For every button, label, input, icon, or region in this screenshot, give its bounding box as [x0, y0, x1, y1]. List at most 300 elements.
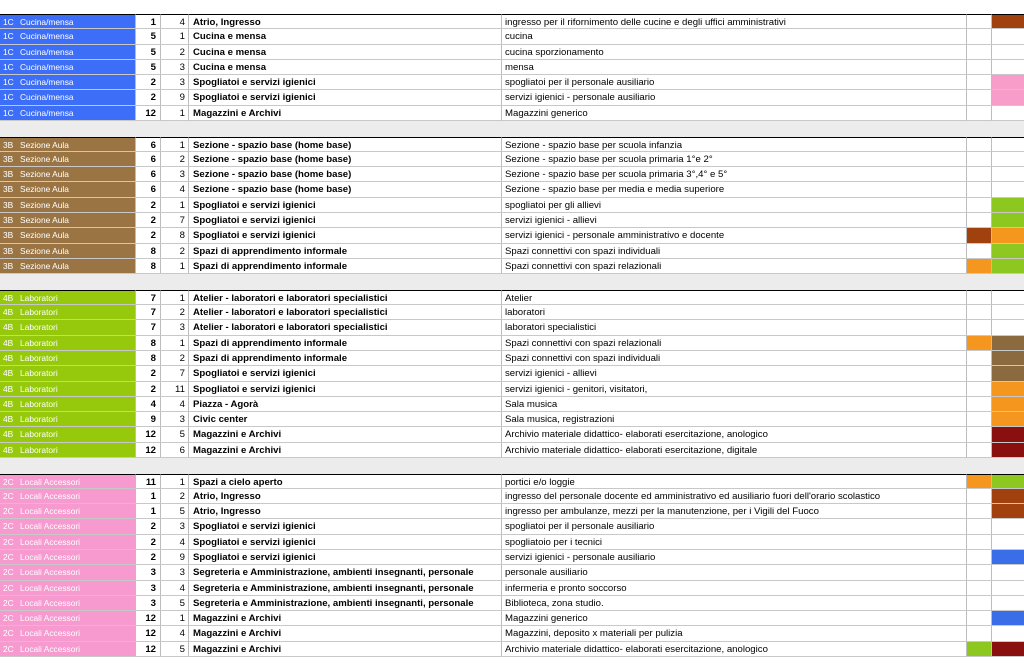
color-swatch-cell[interactable] [992, 519, 1024, 534]
space-name-cell[interactable]: Spogliatoi e servizi igienici [189, 90, 502, 105]
space-name-cell[interactable]: Sezione - spazio base (home base) [189, 167, 502, 182]
sub-number-cell[interactable]: 1 [161, 259, 189, 274]
color-swatch-cell[interactable] [992, 535, 1024, 550]
color-swatch-cell[interactable] [967, 611, 992, 626]
sub-number-cell[interactable]: 5 [161, 596, 189, 611]
description-cell[interactable]: cucina [502, 29, 967, 44]
category-number-cell[interactable]: 7 [136, 305, 161, 320]
space-name-cell[interactable]: Spazi di apprendimento informale [189, 259, 502, 274]
color-swatch-cell[interactable] [967, 213, 992, 228]
sub-number-cell[interactable]: 5 [161, 642, 189, 657]
description-cell[interactable]: Spazi connettivi con spazi relazionali [502, 259, 967, 274]
description-cell[interactable]: spogliatoi per il personale ausiliario [502, 519, 967, 534]
description-cell[interactable]: ingresso per ambulanze, mezzi per la manutenzione, per i Vigili del Fuoco [502, 504, 967, 519]
space-name-cell[interactable]: Magazzini e Archivi [189, 626, 502, 641]
sub-number-cell[interactable]: 1 [161, 198, 189, 213]
description-cell[interactable]: Archivio materiale didattico- elaborati esercitazione, anologico [502, 642, 967, 657]
category-number-cell[interactable]: 9 [136, 412, 161, 427]
zone-code: 1C [3, 77, 14, 88]
sub-number-cell[interactable]: 4 [161, 14, 189, 29]
category-number-cell[interactable]: 6 [136, 167, 161, 182]
description-cell[interactable]: laboratori specialistici [502, 320, 967, 335]
area-label: Laboratori [20, 307, 58, 318]
zone-cell[interactable] [0, 259, 136, 274]
zone-cell[interactable] [0, 535, 136, 550]
space-name-cell[interactable]: Cucina e mensa [189, 45, 502, 60]
description-cell[interactable]: personale ausiliario [502, 565, 967, 580]
space-name-cell[interactable]: Magazzini e Archivi [189, 443, 502, 458]
description-cell[interactable]: servizi igienici - allievi [502, 366, 967, 381]
description-cell[interactable]: Archivio materiale didattico- elaborati esercitazione, digitale [502, 443, 967, 458]
color-swatch-cell[interactable] [992, 596, 1024, 611]
zone-cell[interactable] [0, 167, 136, 182]
zone-cell[interactable] [0, 60, 136, 75]
zone-cell[interactable] [0, 106, 136, 121]
space-name-cell[interactable]: Spogliatoi e servizi igienici [189, 519, 502, 534]
zone-cell[interactable] [0, 228, 136, 243]
zone-cell[interactable] [0, 14, 136, 29]
zone-cell[interactable] [0, 642, 136, 657]
space-name-cell[interactable]: Magazzini e Archivi [189, 611, 502, 626]
color-swatch-cell[interactable] [967, 259, 992, 274]
zone-code: 2C [3, 628, 14, 639]
color-swatch-cell[interactable] [992, 198, 1024, 213]
category-number-cell[interactable]: 12 [136, 642, 161, 657]
area-label: Laboratori [20, 414, 58, 425]
space-name-cell[interactable]: Spazi a cielo aperto [189, 474, 502, 489]
space-name-cell[interactable]: Spazi di apprendimento informale [189, 336, 502, 351]
category-number-cell[interactable]: 3 [136, 565, 161, 580]
zone-cell[interactable] [0, 489, 136, 504]
color-swatch-cell[interactable] [992, 167, 1024, 182]
category-number-cell[interactable]: 2 [136, 75, 161, 90]
description-cell[interactable]: laboratori [502, 305, 967, 320]
zone-cell[interactable] [0, 596, 136, 611]
category-number-cell[interactable]: 12 [136, 106, 161, 121]
color-swatch-cell[interactable] [992, 90, 1024, 105]
description-cell[interactable]: Sala musica, registrazioni [502, 412, 967, 427]
sub-number-cell[interactable]: 2 [161, 152, 189, 167]
color-swatch-cell[interactable] [992, 152, 1024, 167]
space-name-cell[interactable]: Cucina e mensa [189, 60, 502, 75]
description-cell[interactable]: Archivio materiale didattico- elaborati esercitazione, anologico [502, 427, 967, 442]
category-number-cell[interactable]: 8 [136, 259, 161, 274]
color-swatch-cell[interactable] [992, 626, 1024, 641]
description-cell[interactable]: Magazzini generico [502, 611, 967, 626]
category-number-cell[interactable]: 12 [136, 626, 161, 641]
space-name-cell[interactable]: Spogliatoi e servizi igienici [189, 228, 502, 243]
sub-number-cell[interactable]: 3 [161, 565, 189, 580]
category-number-cell[interactable]: 8 [136, 351, 161, 366]
sub-number-cell[interactable]: 1 [161, 137, 189, 152]
space-name-cell[interactable]: Atelier - laboratori e laboratori specialistici [189, 320, 502, 335]
category-number-cell[interactable]: 6 [136, 152, 161, 167]
category-number-cell[interactable]: 11 [136, 474, 161, 489]
color-swatch-cell[interactable] [967, 474, 992, 489]
category-number-cell[interactable]: 12 [136, 611, 161, 626]
sub-number-cell[interactable]: 5 [161, 427, 189, 442]
sub-number-cell[interactable]: 11 [161, 382, 189, 397]
color-swatch-cell[interactable] [992, 642, 1024, 657]
area-label: Laboratori [20, 429, 58, 440]
description-cell[interactable]: Spazi connettivi con spazi relazionali [502, 336, 967, 351]
zone-cell[interactable] [0, 565, 136, 580]
space-name-cell[interactable]: Magazzini e Archivi [189, 642, 502, 657]
zone-cell[interactable] [0, 581, 136, 596]
color-swatch-cell[interactable] [992, 336, 1024, 351]
color-swatch-cell[interactable] [967, 182, 992, 197]
color-swatch-cell[interactable] [992, 351, 1024, 366]
zone-cell[interactable] [0, 519, 136, 534]
space-name-cell[interactable]: Spogliatoi e servizi igienici [189, 535, 502, 550]
space-name-cell[interactable]: Spogliatoi e servizi igienici [189, 213, 502, 228]
category-number-cell[interactable]: 2 [136, 90, 161, 105]
category-number-cell[interactable]: 2 [136, 382, 161, 397]
zone-cell[interactable] [0, 366, 136, 381]
zone-cell[interactable] [0, 305, 136, 320]
sub-number-cell[interactable]: 4 [161, 397, 189, 412]
color-swatch-cell[interactable] [992, 581, 1024, 596]
color-swatch-cell[interactable] [967, 244, 992, 259]
category-number-cell[interactable]: 7 [136, 320, 161, 335]
color-swatch-cell[interactable] [967, 565, 992, 580]
space-name-cell[interactable]: Segreteria e Amministrazione, ambienti insegnanti, personale [189, 596, 502, 611]
color-swatch-cell[interactable] [992, 366, 1024, 381]
sub-number-cell[interactable]: 8 [161, 228, 189, 243]
zone-cell[interactable] [0, 213, 136, 228]
zone-code: 1C [3, 61, 14, 72]
sub-number-cell[interactable]: 3 [161, 75, 189, 90]
sub-number-cell[interactable]: 2 [161, 305, 189, 320]
color-swatch-cell[interactable] [992, 474, 1024, 489]
zone-cell[interactable] [0, 290, 136, 305]
sub-number-cell[interactable]: 1 [161, 290, 189, 305]
space-name-cell[interactable]: Atrio, Ingresso [189, 489, 502, 504]
area-label: Laboratori [20, 337, 58, 348]
description-cell[interactable]: servizi igienici - allievi [502, 213, 967, 228]
color-swatch-cell[interactable] [992, 60, 1024, 75]
description-cell[interactable]: cucina sporzionamento [502, 45, 967, 60]
color-swatch-cell[interactable] [992, 75, 1024, 90]
category-number-cell[interactable]: 1 [136, 489, 161, 504]
space-name-cell[interactable]: Spogliatoi e servizi igienici [189, 366, 502, 381]
table-row [0, 259, 1024, 274]
color-swatch-cell[interactable] [967, 198, 992, 213]
sub-number-cell[interactable]: 2 [161, 45, 189, 60]
color-swatch-cell[interactable] [967, 152, 992, 167]
color-swatch-cell[interactable] [967, 550, 992, 565]
sub-number-cell[interactable]: 4 [161, 626, 189, 641]
area-label: Sezione Aula [20, 230, 69, 241]
sub-number-cell[interactable]: 4 [161, 581, 189, 596]
space-name-cell[interactable]: Spogliatoi e servizi igienici [189, 75, 502, 90]
color-swatch-cell[interactable] [992, 29, 1024, 44]
color-swatch-cell[interactable] [967, 427, 992, 442]
sub-number-cell[interactable]: 3 [161, 60, 189, 75]
sub-number-cell[interactable]: 5 [161, 504, 189, 519]
space-name-cell[interactable]: Segreteria e Amministrazione, ambienti insegnanti, personale [189, 565, 502, 580]
color-swatch-cell[interactable] [967, 75, 992, 90]
color-swatch-cell[interactable] [967, 60, 992, 75]
description-cell[interactable]: Spazi connettivi con spazi individuali [502, 244, 967, 259]
sub-number-cell[interactable]: 1 [161, 474, 189, 489]
color-swatch-cell[interactable] [967, 336, 992, 351]
space-name-cell[interactable]: Sezione - spazio base (home base) [189, 137, 502, 152]
area-label: Locali Accessori [20, 476, 81, 487]
color-swatch-cell[interactable] [967, 290, 992, 305]
category-number-cell[interactable]: 3 [136, 596, 161, 611]
category-number-cell[interactable]: 5 [136, 29, 161, 44]
description-cell[interactable]: portici e/o loggie [502, 474, 967, 489]
sub-number-cell[interactable]: 4 [161, 182, 189, 197]
description-cell[interactable]: ingresso per il rifornimento delle cucine e degli uffici amministrativi [502, 14, 967, 29]
category-number-cell[interactable]: 4 [136, 397, 161, 412]
color-swatch-cell[interactable] [967, 45, 992, 60]
color-swatch-cell[interactable] [992, 213, 1024, 228]
category-number-cell[interactable]: 2 [136, 535, 161, 550]
description-cell[interactable]: Sezione - spazio base per media e media superiore [502, 182, 967, 197]
color-swatch-cell[interactable] [992, 412, 1024, 427]
table-row [0, 320, 1024, 335]
sub-number-cell[interactable]: 3 [161, 167, 189, 182]
sub-number-cell[interactable]: 2 [161, 351, 189, 366]
zone-cell[interactable] [0, 427, 136, 442]
area-label: Locali Accessori [20, 643, 81, 654]
space-name-cell[interactable]: Civic center [189, 412, 502, 427]
description-cell[interactable]: Sezione - spazio base per scuola primaria 3°,4° e 5° [502, 167, 967, 182]
color-swatch-cell[interactable] [992, 228, 1024, 243]
space-name-cell[interactable]: Magazzini e Archivi [189, 427, 502, 442]
zone-cell[interactable] [0, 504, 136, 519]
sub-number-cell[interactable]: 7 [161, 366, 189, 381]
space-name-cell[interactable]: Segreteria e Amministrazione, ambienti insegnanti, personale [189, 581, 502, 596]
color-swatch-cell[interactable] [992, 550, 1024, 565]
category-number-cell[interactable]: 6 [136, 182, 161, 197]
sub-number-cell[interactable]: 7 [161, 213, 189, 228]
space-name-cell[interactable]: Spazi di apprendimento informale [189, 244, 502, 259]
zone-cell[interactable] [0, 397, 136, 412]
zone-code: 4B [3, 352, 14, 363]
zone-cell[interactable] [0, 336, 136, 351]
description-cell[interactable]: servizi igienici - personale ausiliario [502, 90, 967, 105]
color-swatch-cell[interactable] [992, 382, 1024, 397]
description-cell[interactable]: mensa [502, 60, 967, 75]
color-swatch-cell[interactable] [992, 305, 1024, 320]
space-name-cell[interactable]: Spogliatoi e servizi igienici [189, 198, 502, 213]
description-cell[interactable]: Sezione - spazio base per scuola infanzia [502, 137, 967, 152]
space-name-cell[interactable]: Magazzini e Archivi [189, 106, 502, 121]
color-swatch-cell[interactable] [967, 137, 992, 152]
color-swatch-cell[interactable] [967, 535, 992, 550]
category-number-cell[interactable]: 2 [136, 550, 161, 565]
category-number-cell[interactable]: 1 [136, 504, 161, 519]
zone-code: 3B [3, 184, 14, 195]
sub-number-cell[interactable]: 4 [161, 535, 189, 550]
color-swatch-cell[interactable] [967, 519, 992, 534]
zone-cell[interactable] [0, 382, 136, 397]
color-swatch-cell[interactable] [992, 182, 1024, 197]
color-swatch-cell[interactable] [967, 443, 992, 458]
color-swatch-cell[interactable] [992, 427, 1024, 442]
description-cell[interactable]: ingresso del personale docente ed amministrativo ed ausiliario fuori dell'orario scolastico [502, 489, 967, 504]
category-number-cell[interactable]: 12 [136, 427, 161, 442]
color-swatch-cell[interactable] [967, 167, 992, 182]
category-number-cell[interactable]: 12 [136, 443, 161, 458]
table-row [0, 366, 1024, 381]
color-swatch-cell[interactable] [967, 489, 992, 504]
color-swatch-cell[interactable] [967, 581, 992, 596]
zone-cell[interactable] [0, 611, 136, 626]
color-swatch-cell[interactable] [992, 137, 1024, 152]
zone-cell[interactable] [0, 550, 136, 565]
space-name-cell[interactable]: Atrio, Ingresso [189, 14, 502, 29]
zone-cell[interactable] [0, 351, 136, 366]
zone-cell[interactable] [0, 244, 136, 259]
zone-cell[interactable] [0, 198, 136, 213]
space-name-cell[interactable]: Sezione - spazio base (home base) [189, 182, 502, 197]
description-cell[interactable]: servizi igienici - genitori, visitatori, [502, 382, 967, 397]
table-row [0, 565, 1024, 580]
zone-code: 4B [3, 444, 14, 455]
color-swatch-cell[interactable] [992, 565, 1024, 580]
category-number-cell[interactable]: 2 [136, 519, 161, 534]
color-swatch-cell[interactable] [967, 90, 992, 105]
table-row [0, 642, 1024, 657]
color-swatch-cell[interactable] [967, 596, 992, 611]
color-swatch-cell[interactable] [992, 290, 1024, 305]
space-name-cell[interactable]: Spazi di apprendimento informale [189, 351, 502, 366]
zone-cell[interactable] [0, 182, 136, 197]
color-swatch-cell[interactable] [967, 351, 992, 366]
space-name-cell[interactable]: Atelier - laboratori e laboratori specialistici [189, 290, 502, 305]
color-swatch-cell[interactable] [967, 412, 992, 427]
color-swatch-cell[interactable] [967, 305, 992, 320]
category-number-cell[interactable]: 8 [136, 244, 161, 259]
category-number-cell[interactable]: 2 [136, 198, 161, 213]
color-swatch-cell[interactable] [992, 259, 1024, 274]
description-cell[interactable]: spogliatoi per gli allievi [502, 198, 967, 213]
color-swatch-cell[interactable] [967, 397, 992, 412]
zone-cell[interactable] [0, 29, 136, 44]
zone-cell[interactable] [0, 137, 136, 152]
description-cell[interactable]: Magazzini generico [502, 106, 967, 121]
space-name-cell[interactable]: Piazza - Agorà [189, 397, 502, 412]
space-name-cell[interactable]: Spogliatoi e servizi igienici [189, 550, 502, 565]
description-cell[interactable]: Sala musica [502, 397, 967, 412]
space-name-cell[interactable]: Sezione - spazio base (home base) [189, 152, 502, 167]
zone-cell[interactable] [0, 320, 136, 335]
sub-number-cell[interactable]: 9 [161, 550, 189, 565]
category-number-cell[interactable]: 2 [136, 366, 161, 381]
description-cell[interactable]: spogliatoio per i tecnici [502, 535, 967, 550]
description-cell[interactable]: infermeria e pronto soccorso [502, 581, 967, 596]
zone-code: 2C [3, 536, 14, 547]
color-swatch-cell[interactable] [992, 244, 1024, 259]
color-swatch-cell[interactable] [967, 14, 992, 29]
color-swatch-cell[interactable] [992, 504, 1024, 519]
description-cell[interactable]: Sezione - spazio base per scuola primaria 1°e 2° [502, 152, 967, 167]
sub-number-cell[interactable]: 1 [161, 106, 189, 121]
zone-cell[interactable] [0, 412, 136, 427]
color-swatch-cell[interactable] [992, 45, 1024, 60]
area-label: Laboratori [20, 383, 58, 394]
color-swatch-cell[interactable] [992, 443, 1024, 458]
description-cell[interactable]: Magazzini, deposito x materiali per pulizia [502, 626, 967, 641]
category-number-cell[interactable]: 2 [136, 213, 161, 228]
space-name-cell[interactable]: Atrio, Ingresso [189, 504, 502, 519]
sub-number-cell[interactable]: 1 [161, 336, 189, 351]
color-swatch-cell[interactable] [967, 366, 992, 381]
color-swatch-cell[interactable] [992, 320, 1024, 335]
zone-cell[interactable] [0, 90, 136, 105]
description-cell[interactable]: Atelier [502, 290, 967, 305]
category-number-cell[interactable]: 8 [136, 336, 161, 351]
zone-cell[interactable] [0, 45, 136, 60]
sub-number-cell[interactable]: 9 [161, 90, 189, 105]
color-swatch-cell[interactable] [967, 228, 992, 243]
sub-number-cell[interactable]: 1 [161, 29, 189, 44]
category-number-cell[interactable]: 7 [136, 290, 161, 305]
description-cell[interactable]: Spazi connettivi con spazi individuali [502, 351, 967, 366]
category-number-cell[interactable]: 2 [136, 228, 161, 243]
category-number-cell[interactable]: 1 [136, 14, 161, 29]
area-label: Laboratori [20, 322, 58, 333]
sub-number-cell[interactable]: 2 [161, 489, 189, 504]
sub-number-cell[interactable]: 1 [161, 611, 189, 626]
description-cell[interactable]: Biblioteca, zona studio. [502, 596, 967, 611]
space-name-cell[interactable]: Spogliatoi e servizi igienici [189, 382, 502, 397]
zone-cell[interactable] [0, 75, 136, 90]
color-swatch-cell[interactable] [992, 489, 1024, 504]
category-number-cell[interactable]: 5 [136, 60, 161, 75]
color-swatch-cell[interactable] [967, 320, 992, 335]
color-swatch-cell[interactable] [967, 642, 992, 657]
zone-cell[interactable] [0, 152, 136, 167]
sub-number-cell[interactable]: 3 [161, 412, 189, 427]
sub-number-cell[interactable]: 2 [161, 244, 189, 259]
zone-cell[interactable] [0, 443, 136, 458]
color-swatch-cell[interactable] [967, 626, 992, 641]
sub-number-cell[interactable]: 6 [161, 443, 189, 458]
zone-code: 2C [3, 476, 14, 487]
space-name-cell[interactable]: Cucina e mensa [189, 29, 502, 44]
color-swatch-cell[interactable] [992, 611, 1024, 626]
description-cell[interactable]: servizi igienici - personale ausiliario [502, 550, 967, 565]
description-cell[interactable]: servizi igienici - personale amministrativo e docente [502, 228, 967, 243]
area-label: Laboratori [20, 398, 58, 409]
space-name-cell[interactable]: Atelier - laboratori e laboratori specialistici [189, 305, 502, 320]
category-number-cell[interactable]: 6 [136, 137, 161, 152]
description-cell[interactable]: spogliatoi per il personale ausiliario [502, 75, 967, 90]
area-label: Laboratori [20, 352, 58, 363]
color-swatch-cell[interactable] [967, 504, 992, 519]
color-swatch-cell[interactable] [967, 106, 992, 121]
category-number-cell[interactable]: 5 [136, 45, 161, 60]
area-label: Locali Accessori [20, 521, 81, 532]
zone-code: 3B [3, 260, 14, 271]
zone-cell[interactable] [0, 474, 136, 489]
color-swatch-cell[interactable] [967, 382, 992, 397]
sub-number-cell[interactable]: 3 [161, 320, 189, 335]
color-swatch-cell[interactable] [992, 14, 1024, 29]
color-swatch-cell[interactable] [967, 29, 992, 44]
zone-code: 2C [3, 643, 14, 654]
zone-cell[interactable] [0, 626, 136, 641]
color-swatch-cell[interactable] [992, 397, 1024, 412]
color-swatch-cell[interactable] [992, 106, 1024, 121]
category-number-cell[interactable]: 3 [136, 581, 161, 596]
sub-number-cell[interactable]: 3 [161, 519, 189, 534]
